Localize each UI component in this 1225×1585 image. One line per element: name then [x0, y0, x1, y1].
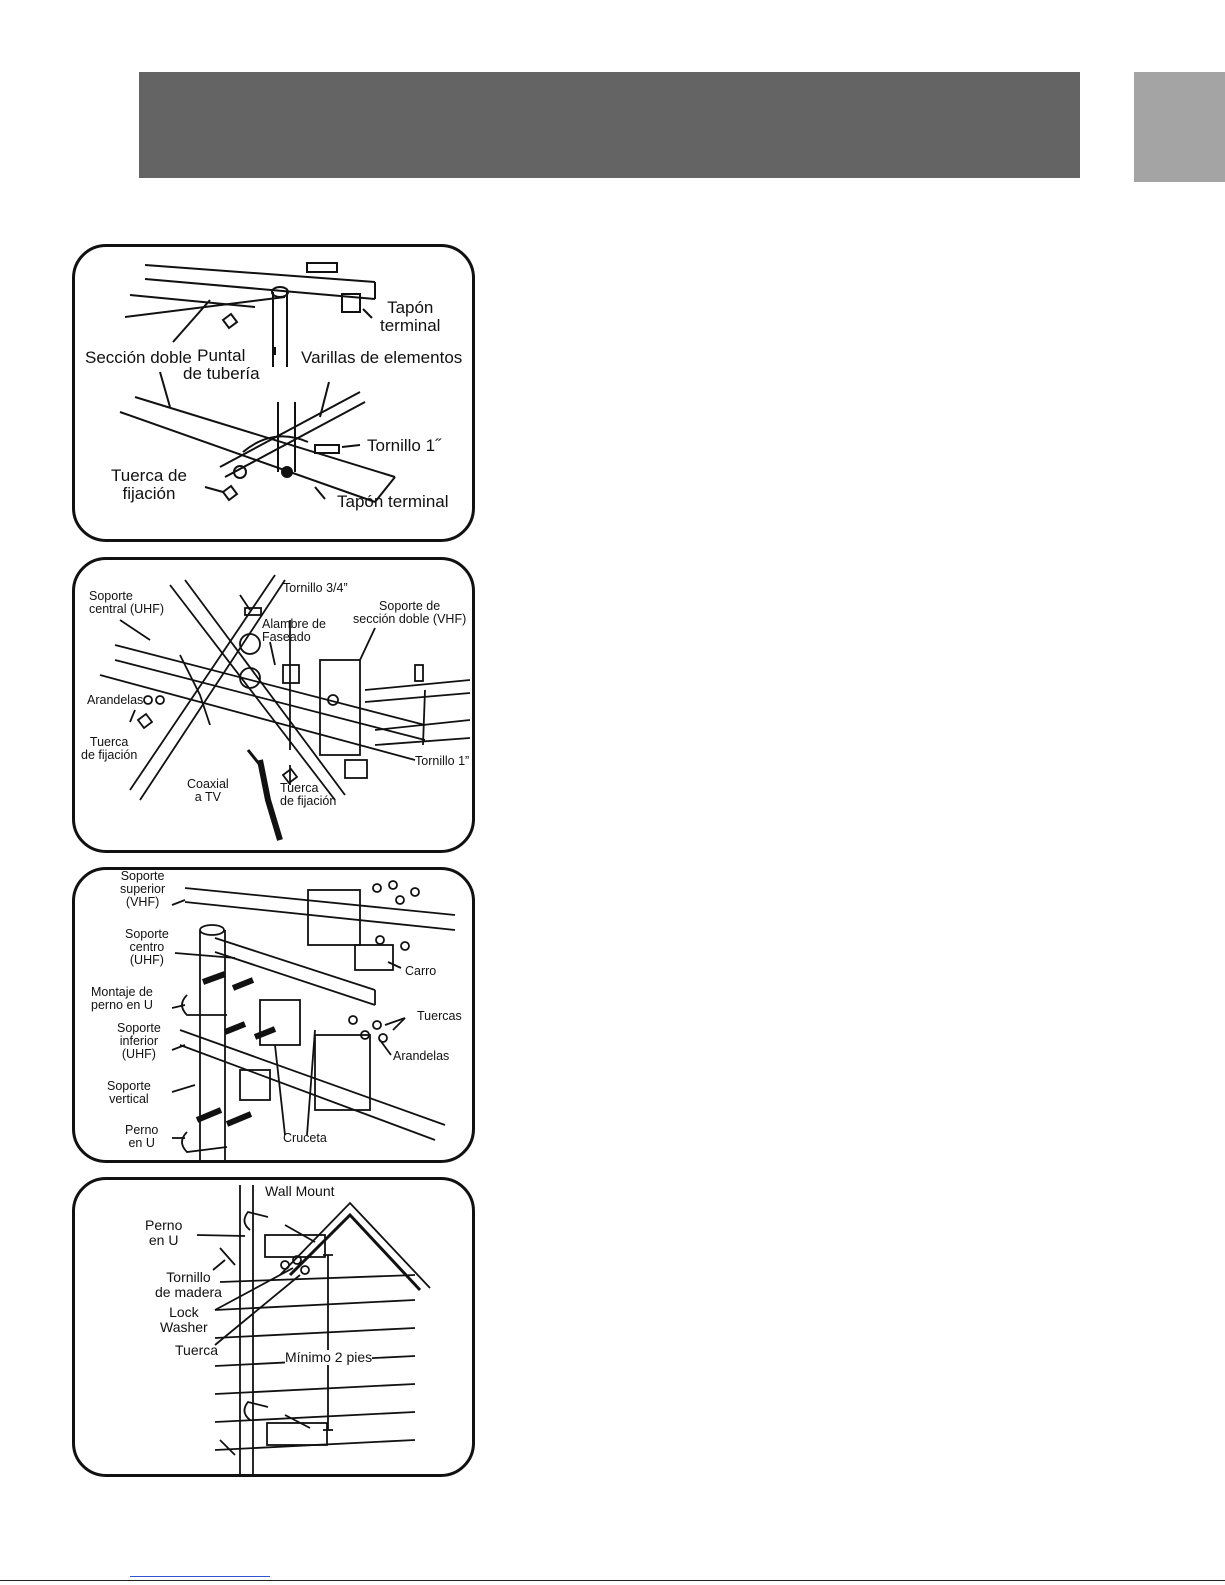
diagram-panel-2: [72, 557, 475, 853]
label-crossbar: Cruceta: [283, 1131, 327, 1145]
wall-mount-illustration: [75, 1180, 475, 1477]
label-phasing-wire: Alambre de Faseado: [262, 617, 326, 645]
diagram-panel-1: [72, 244, 475, 542]
label-ubolt-mount: Montaje de perno en U: [91, 985, 153, 1013]
diagram-panel-4: [72, 1177, 475, 1477]
label-ubolt: Perno en U: [125, 1123, 159, 1151]
label-screw-1in: Tornillo 1˝: [367, 436, 441, 455]
label-ubolt: Perno en U: [145, 1217, 183, 1248]
label-carriage: Carro: [405, 964, 437, 978]
label-minimum-distance: Mínimo 2 pies: [285, 1349, 373, 1365]
label-pipe-strut: Puntal de tubería: [183, 346, 260, 383]
label-end-cap-bottom: Tapón terminal: [337, 492, 449, 511]
label-vertical-support: Soporte vertical: [107, 1079, 151, 1107]
label-nut: Tuerca: [175, 1342, 219, 1358]
label-wing-nut-bottom: Tuerca de fijación: [280, 781, 337, 809]
side-tab: [1134, 72, 1225, 182]
label-top-support-vhf: Soporte superior (VHF): [120, 869, 166, 910]
footer-rule: [0, 1580, 1225, 1581]
label-washers: Arandelas: [393, 1049, 450, 1063]
label-lock-washer: Lock Washer: [160, 1304, 208, 1335]
header-bar: [139, 72, 1080, 178]
label-double-section: Sección doble: [85, 348, 192, 367]
label-double-section-support-vhf: Soporte de sección doble (VHF): [353, 599, 467, 627]
label-wing-nut-left: Tuerca de fijación: [81, 735, 138, 763]
label-nuts: Tuercas: [417, 1009, 462, 1023]
mast-mount-assembly-illustration: [75, 870, 475, 1163]
label-end-cap-top: Tapón terminal: [380, 298, 441, 335]
label-washers: Arandelas: [87, 693, 144, 707]
label-screw-3-4: Tornillo 3/4”: [283, 581, 348, 595]
label-lower-support-uhf: Soporte inferior (UHF): [117, 1021, 161, 1062]
label-wing-nut: Tuerca de fijación: [111, 466, 187, 503]
label-center-support-uhf: Soporte centro (UHF): [125, 927, 169, 968]
label-screw-1in: Tornillo 1”: [415, 754, 470, 768]
label-element-rods: Varillas de elementos: [301, 348, 463, 367]
label-coaxial-to-tv: Coaxial a TV: [187, 777, 229, 805]
footer-link-underline: [130, 1576, 270, 1577]
diagram-panel-3: [72, 867, 475, 1163]
label-wood-screw: Tornillo de madera: [155, 1269, 222, 1300]
label-center-support-uhf: Soporte central (UHF): [89, 589, 165, 617]
label-wall-mount: Wall Mount: [265, 1183, 335, 1199]
